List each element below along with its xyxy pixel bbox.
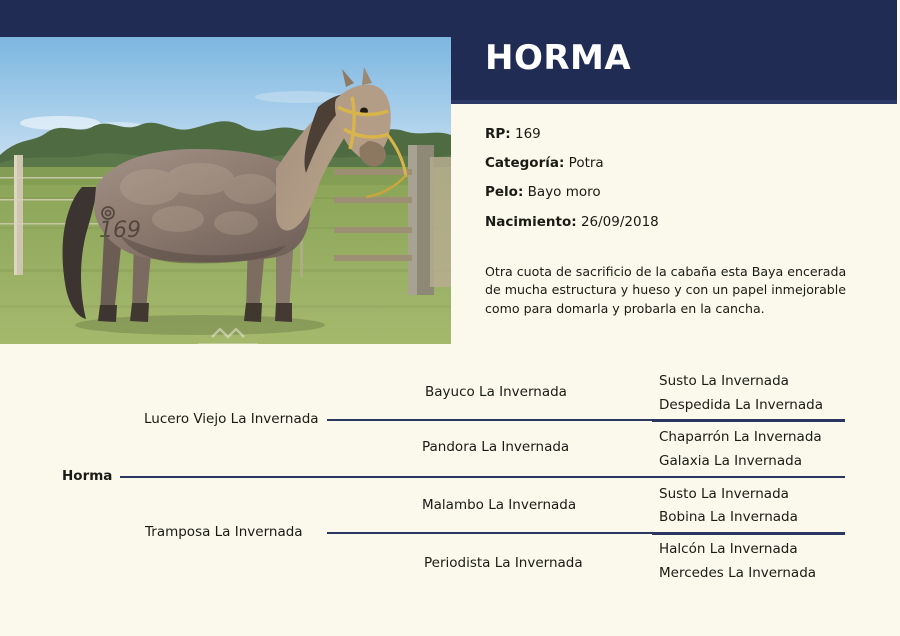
- pedigree-gen3-3: Chaparrón La Invernada: [659, 429, 822, 445]
- rp-value: 169: [515, 126, 541, 142]
- info-row-categoria: [485, 155, 885, 171]
- pedigree-gen3-8: Mercedes La Invernada: [659, 565, 817, 581]
- pedigree-gen2-1: Bayuco La Invernada: [425, 384, 567, 400]
- pedigree-gen3-2: Despedida La Invernada: [659, 397, 823, 413]
- info-row-nacimiento: [485, 214, 885, 230]
- info-block: [485, 126, 885, 243]
- pedigree-gen3-1: Susto La Invernada: [659, 373, 789, 389]
- categoria-label: Categoría:: [485, 155, 565, 172]
- pelo-label: Pelo:: [485, 184, 524, 201]
- nacimiento-label: Nacimiento:: [485, 213, 577, 230]
- pedigree-gen2-4: Periodista La Invernada: [424, 555, 583, 571]
- pedigree-gen2-2: Pandora La Invernada: [422, 439, 570, 455]
- pedigree-gen3-4: Galaxia La Invernada: [659, 453, 802, 469]
- pedigree-gen2-3: Malambo La Invernada: [422, 497, 577, 513]
- description-text: Otra cuota de sacrificio de la cabaña esta Baya encerada de mucha estructura y hueso y con un papel inmejorable como para domarla y probarla en la cancha.: [485, 264, 847, 316]
- page-title: HORMA: [485, 38, 632, 78]
- rp-label: RP:: [485, 126, 511, 142]
- pedigree-gen3-6: Bobina La Invernada: [659, 509, 798, 525]
- pedigree-gen3-7: Halcón La Invernada: [659, 541, 798, 557]
- pedigree-gen3-5: Susto La Invernada: [659, 486, 789, 502]
- info-row-rp: [485, 126, 885, 142]
- pedigree-gen1-dam: Tramposa La Invernada: [145, 524, 303, 540]
- pelo-value: Bayo moro: [527, 184, 601, 201]
- pedigree-rule-gen2-3: [652, 533, 845, 535]
- pedigree-rule-gen2-1: [652, 420, 845, 422]
- info-row-pelo: [485, 184, 885, 200]
- pedigree-gen1-sire: Lucero Viejo La Invernada: [144, 411, 319, 427]
- pedigree-rule-gen2-2: [652, 476, 845, 478]
- horse-photo: [0, 37, 451, 344]
- pedigree-root-label: Horma: [62, 468, 113, 484]
- categoria-value: Potra: [568, 155, 604, 172]
- nacimiento-value: 26/09/2018: [580, 213, 659, 230]
- svg-text:169: 169: [99, 218, 141, 243]
